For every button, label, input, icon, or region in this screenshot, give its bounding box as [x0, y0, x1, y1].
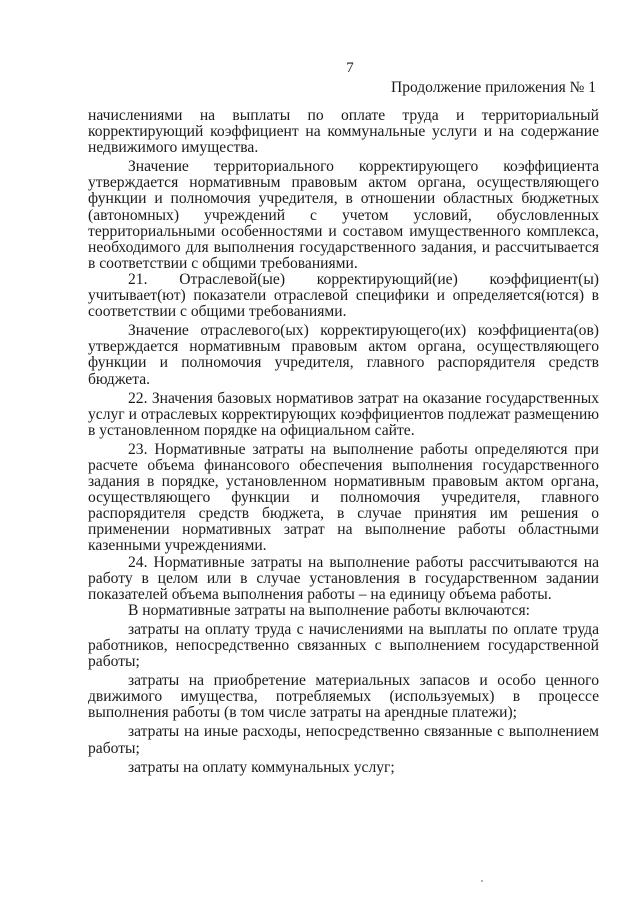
paragraph: затраты на оплату коммунальных услуг; [128, 758, 395, 776]
paragraph: затраты на оплату труда с начислениями на выплаты по оплате труда работников, непосредственно связанных с выполнением государственной работы; [88, 620, 599, 671]
document-body [88, 108, 599, 776]
appendix-header: Продолжение приложения № 1 [391, 79, 596, 96]
paragraph: затраты на приобретение материальных запасов и особо ценного движимого имущества, потребляемых (используемых) в процессе выполнения работы (в том числе затраты на арендные платежи); [88, 672, 599, 722]
paragraph: 22. Значения базовых нормативов затрат на оказание государственных услуг и отраслевых корректирующих коэффициентов подлежат размещению в установленном порядке на официальном сайте. [88, 389, 599, 439]
page-number: 7 [346, 60, 354, 76]
paragraph: 23. Нормативные затраты на выполнение работы определяются при расчете объема финансового обеспечения выполнения государственного задания в порядке, установленном нормативным правовым актом органа, осуществляющего функции и полномочия учредителя, главного распорядителя средств бюджета, в случае принятия им решения о применении нормативных затрат на выполнение работы областными казенными учреждениями. [88, 440, 599, 555]
paragraph: Значение отраслевого(ых) корректирующего(их) коэффициента(ов) утверждается нормативным правовым актом органа, осуществляющего функции и полномочия учредителя, главного распорядителя средств бюджета. [88, 322, 599, 388]
paragraph: 24. Нормативные затраты на выполнение работы рассчитываются на работу в целом или в случае установления в государственном задании показателей объема выполнения работы – на единицу объема работы. [88, 553, 599, 603]
paragraph: Значение территориального корректирующего коэффициента утверждается нормативным правовым актом органа, осуществляющего функции и полномочия учредителя, в отношении областных бюджетных (автономных) учреждений с учетом условий, обусловленных территориальными особенностями и составом имущественного комплекса, необходимого для выполнения государственного задания, и рассчитывается в соответствии с общими требованиями. [88, 158, 599, 272]
paragraph: затраты на иные расходы, непосредственно связанные с выполнением работы; [88, 723, 599, 757]
paragraph: 21. Отраслевой(ые) корректирующий(ие) коэффициент(ы) учитывает(ют) показатели отраслевой специфики и определяется(ются) в соответствии с общими требованиями. [88, 270, 599, 321]
paragraph: В нормативные затраты на выполнение работы включаются: [128, 601, 530, 619]
paragraph: начислениями на выплаты по оплате труда и территориальный корректирующий коэффициент на коммунальные услуги и на содержание недвижимого имущества. [88, 107, 599, 157]
scan-artifact-dot [481, 880, 483, 882]
